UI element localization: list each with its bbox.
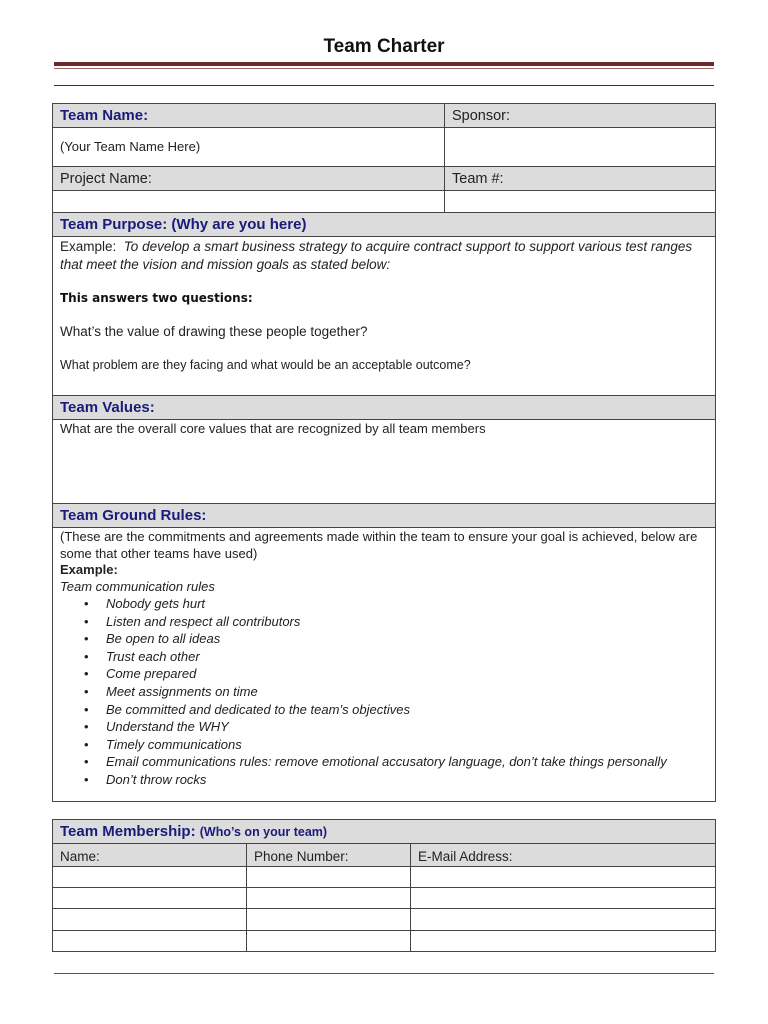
values-body[interactable]: What are the overall core values that are recognized by all team members — [52, 419, 716, 504]
rules-list — [60, 595, 708, 789]
question-2: What problem are they facing and what would be an acceptable outcome? — [60, 358, 471, 372]
question-1: What’s the value of drawing these people together? — [60, 324, 368, 339]
purpose-header: Team Purpose: (Why are you here) — [52, 212, 716, 237]
ground-rules-body — [52, 527, 716, 802]
page-title: Team Charter — [323, 36, 445, 57]
rule-item: • Be open to all ideas — [60, 630, 708, 648]
purpose-body — [52, 236, 716, 396]
member-phone-cell[interactable] — [246, 908, 411, 931]
member-email-cell[interactable] — [410, 887, 716, 909]
rule-item: • Understand the WHY — [60, 718, 708, 736]
ground-rules-header: Team Ground Rules: — [52, 503, 716, 528]
rule-item: • Trust each other — [60, 648, 708, 666]
ground-rules-intro: (These are the commitments and agreements made within the team to ensure your goal is achieved, below are some that other teams have used) — [60, 529, 698, 561]
column-phone: Phone Number: — [246, 843, 411, 867]
rule-item: • Come prepared — [60, 665, 708, 683]
team-name-field[interactable]: (Your Team Name Here) — [52, 127, 445, 167]
team-number-label: Team #: — [444, 166, 716, 191]
member-phone-cell[interactable] — [246, 887, 411, 909]
rule-item: • Be committed and dedicated to the team’s objectives — [60, 701, 708, 719]
member-phone-cell[interactable] — [246, 930, 411, 952]
example-text: To develop a smart business strategy to acquire contract support to support various test ranges that meet the vision and mission goals as stated below: — [60, 239, 693, 272]
rule-item: • Email communications rules: remove emotional accusatory language, don’t take things personally — [60, 753, 708, 771]
title-divider — [54, 62, 714, 66]
project-name-label: Project Name: — [52, 166, 445, 191]
rule-item: • Listen and respect all contributors — [60, 613, 708, 631]
sponsor-field[interactable] — [444, 127, 716, 167]
member-email-cell[interactable] — [410, 908, 716, 931]
member-name-cell[interactable] — [52, 908, 247, 931]
title-divider-thin — [54, 68, 714, 69]
membership-title: Team Membership: — [60, 823, 196, 840]
example-label: Example: — [60, 562, 118, 577]
example-prefix: Example: — [60, 239, 117, 254]
answers-heading: This answers two questions: — [60, 291, 253, 305]
member-name-cell[interactable] — [52, 866, 247, 888]
rule-item: • Timely communications — [60, 736, 708, 754]
membership-header — [52, 819, 716, 844]
column-name: Name: — [52, 843, 247, 867]
member-name-cell[interactable] — [52, 930, 247, 952]
member-name-cell[interactable] — [52, 887, 247, 909]
member-email-cell[interactable] — [410, 866, 716, 888]
footer-line — [54, 973, 714, 974]
team-number-field[interactable] — [444, 190, 716, 213]
column-email: E-Mail Address: — [410, 843, 716, 867]
membership-subtitle: (Who’s on your team) — [199, 825, 328, 839]
values-header: Team Values: — [52, 395, 716, 420]
rule-item: • Don’t throw rocks — [60, 771, 708, 789]
header-line — [54, 85, 714, 86]
rule-item: • Nobody gets hurt — [60, 595, 708, 613]
project-name-field[interactable] — [52, 190, 445, 213]
member-email-cell[interactable] — [410, 930, 716, 952]
member-phone-cell[interactable] — [246, 866, 411, 888]
communication-rules-heading: Team communication rules — [60, 579, 215, 594]
rule-item: • Meet assignments on time — [60, 683, 708, 701]
sponsor-label: Sponsor: — [444, 103, 716, 128]
team-name-label: Team Name: — [52, 103, 445, 128]
